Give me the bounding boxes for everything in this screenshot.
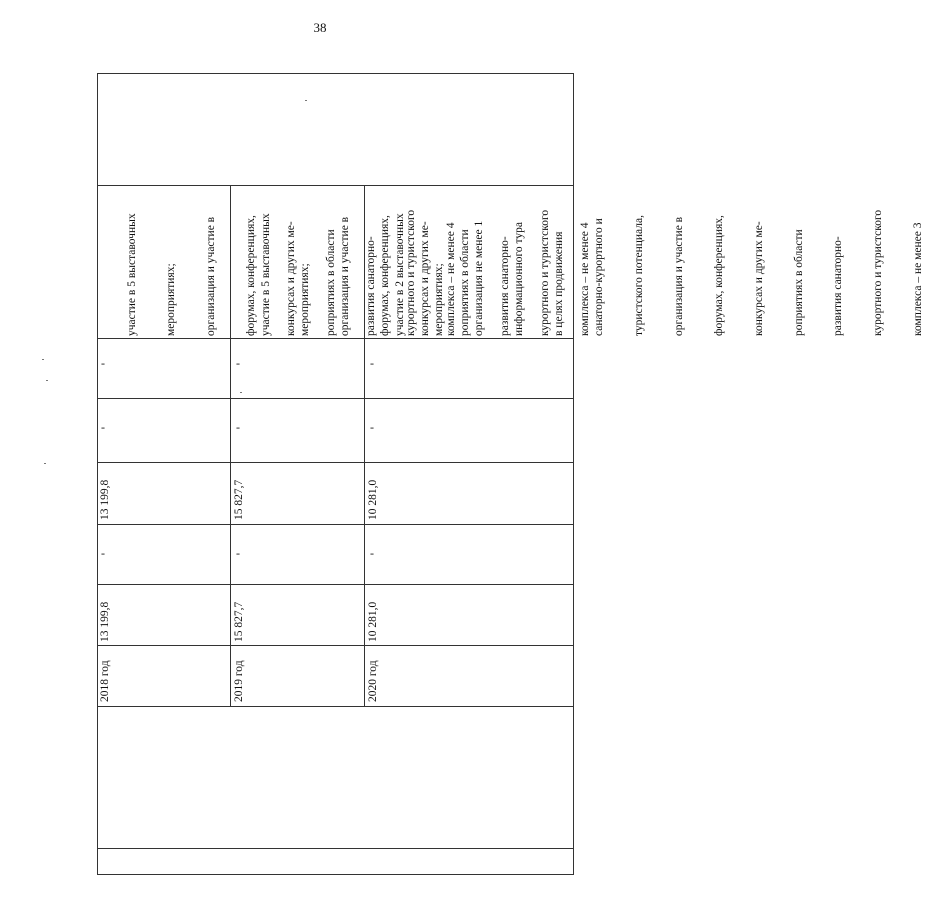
page-number: 38	[313, 20, 327, 35]
table-line	[97, 462, 574, 463]
scan-speck	[46, 380, 48, 381]
empty-cell: -	[236, 420, 240, 434]
empty-cell: -	[101, 546, 105, 560]
empty-cell: -	[236, 546, 240, 560]
table-line	[97, 185, 574, 186]
empty-cell: -	[370, 420, 374, 434]
empty-cell: -	[101, 420, 105, 434]
total-cell: 10 281,0	[367, 601, 379, 642]
empty-cell: -	[236, 356, 240, 370]
budget-cell: 10 281,0	[367, 479, 379, 520]
budget-cell: 13 199,8	[99, 479, 111, 520]
table-line	[97, 645, 574, 646]
total-cell: 13 199,8	[99, 601, 111, 642]
table-line	[97, 706, 574, 707]
empty-cell: -	[101, 356, 105, 370]
table-frame	[97, 73, 574, 875]
scan-speck	[44, 463, 46, 464]
total-cell: 15 827,7	[233, 601, 245, 642]
empty-cell: -	[370, 356, 374, 370]
year-cell: 2018 год	[99, 660, 111, 702]
table-line	[97, 524, 574, 525]
table-line	[97, 584, 574, 585]
year-cell: 2020 год	[367, 660, 379, 702]
result-cell: участие в 5 выставочных мероприятиях; организация и участие в форумах, конференциях, конкурсах и других ме- роприятиях в области развития санаторно- курортного и туристского комплекса – не менее 4	[125, 209, 457, 336]
scan-speck	[42, 359, 44, 360]
table-line	[97, 398, 574, 399]
scan-speck	[240, 392, 242, 393]
budget-cell: 15 827,7	[233, 479, 245, 520]
scan-speck	[305, 100, 307, 101]
empty-cell: -	[370, 546, 374, 560]
table-line	[97, 848, 574, 849]
table-line	[97, 338, 574, 339]
result-cell: участие в 5 выставочных мероприятиях; организация и участие в форумах, конференциях, конкурсах и других ме- роприятиях в области развития санаторно- курортного и туристского комплекса – не менее 4	[259, 209, 591, 336]
result-cell: участие в 2 выставочных мероприятиях; организация не менее 1 информационного тура в целях продвижения санаторно-курортного и туристского потенциала, организация и участие в форумах, конференциях, конкурсах и других ме- роприятиях в области развития санаторно- курортного и туристского комплекса – не менее 3	[393, 209, 925, 336]
year-cell: 2019 год	[233, 660, 245, 702]
